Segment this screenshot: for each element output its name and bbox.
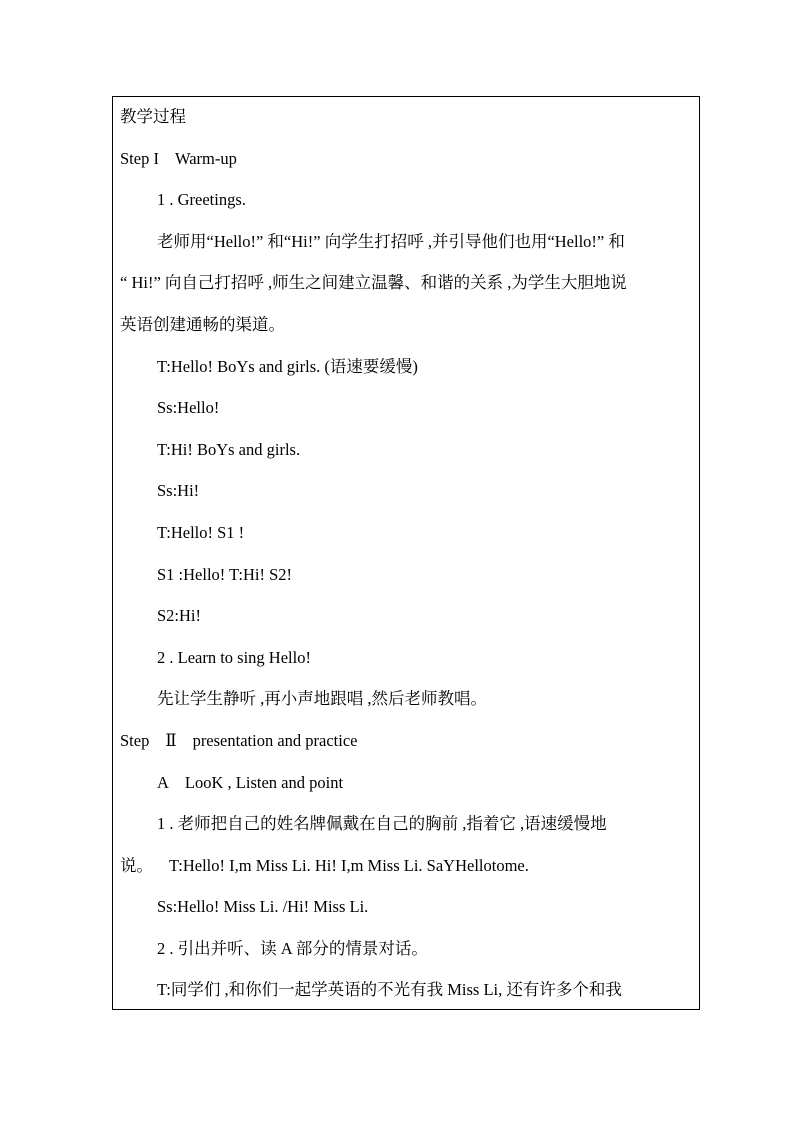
item-dialogue-intro: 2 . 引出并听、读 A 部分的情景对话。 <box>157 938 428 958</box>
document-body <box>120 96 700 1011</box>
item-greetings: 1 . Greetings. <box>157 190 246 210</box>
paragraph-line: 老师用“Hello!” 和“Hi!” 向学生打招呼 ,并引导他们也用“Hello!” 和 <box>157 231 625 251</box>
step-one-heading <box>120 138 700 180</box>
step-two-label: Step <box>120 730 150 750</box>
paragraph-line <box>120 845 700 887</box>
section-heading: 教学过程 <box>120 107 186 126</box>
paragraph-line: “ Hi!” 向自己打招呼 ,师生之间建立温馨、和谐的关系 ,为学生大胆地说 <box>120 273 627 293</box>
section-a-letter: A <box>157 772 169 792</box>
step-one-label: Step I <box>120 148 159 168</box>
dialogue-line: Ss:Hello! <box>157 398 220 418</box>
dialogue-line: T:Hello! BoYs and girls. (语速要缓慢) <box>157 356 418 376</box>
section-a-heading <box>120 762 700 804</box>
item-learn-song: 2 . Learn to sing Hello! <box>157 647 311 667</box>
dialogue-line: Ss:Hi! <box>157 481 200 501</box>
dialogue-line: T:Hi! BoYs and girls. <box>157 439 301 459</box>
step-one-title: Warm-up <box>174 148 237 168</box>
paragraph-line: 1 . 老师把自己的姓名牌佩戴在自己的胸前 ,指着它 ,语速缓慢地 <box>157 814 607 834</box>
paragraph-text: 说。 <box>120 855 153 875</box>
dialogue-text: T:Hello! I,m Miss Li. Hi! I,m Miss Li. SaYHellotome. <box>169 855 529 875</box>
dialogue-line: S2:Hi! <box>157 606 202 626</box>
dialogue-line: Ss:Hello! Miss Li. /Hi! Miss Li. <box>157 897 369 917</box>
step-two-heading <box>120 720 700 762</box>
paragraph-line: T:同学们 ,和你们一起学英语的不光有我 Miss Li, 还有许多个和我 <box>157 980 622 1000</box>
paragraph-line: 先让学生静听 ,再小声地跟唱 ,然后老师教唱。 <box>157 689 487 709</box>
dialogue-line: T:Hello! S1 ! <box>157 522 245 542</box>
dialogue-line: S1 :Hello! T:Hi! S2! <box>157 564 292 584</box>
step-two-numeral: Ⅱ <box>165 730 177 750</box>
step-two-title: presentation and practice <box>192 730 358 750</box>
section-a-title: LooK , Listen and point <box>184 772 344 792</box>
paragraph-line: 英语创建通畅的渠道。 <box>120 314 285 334</box>
